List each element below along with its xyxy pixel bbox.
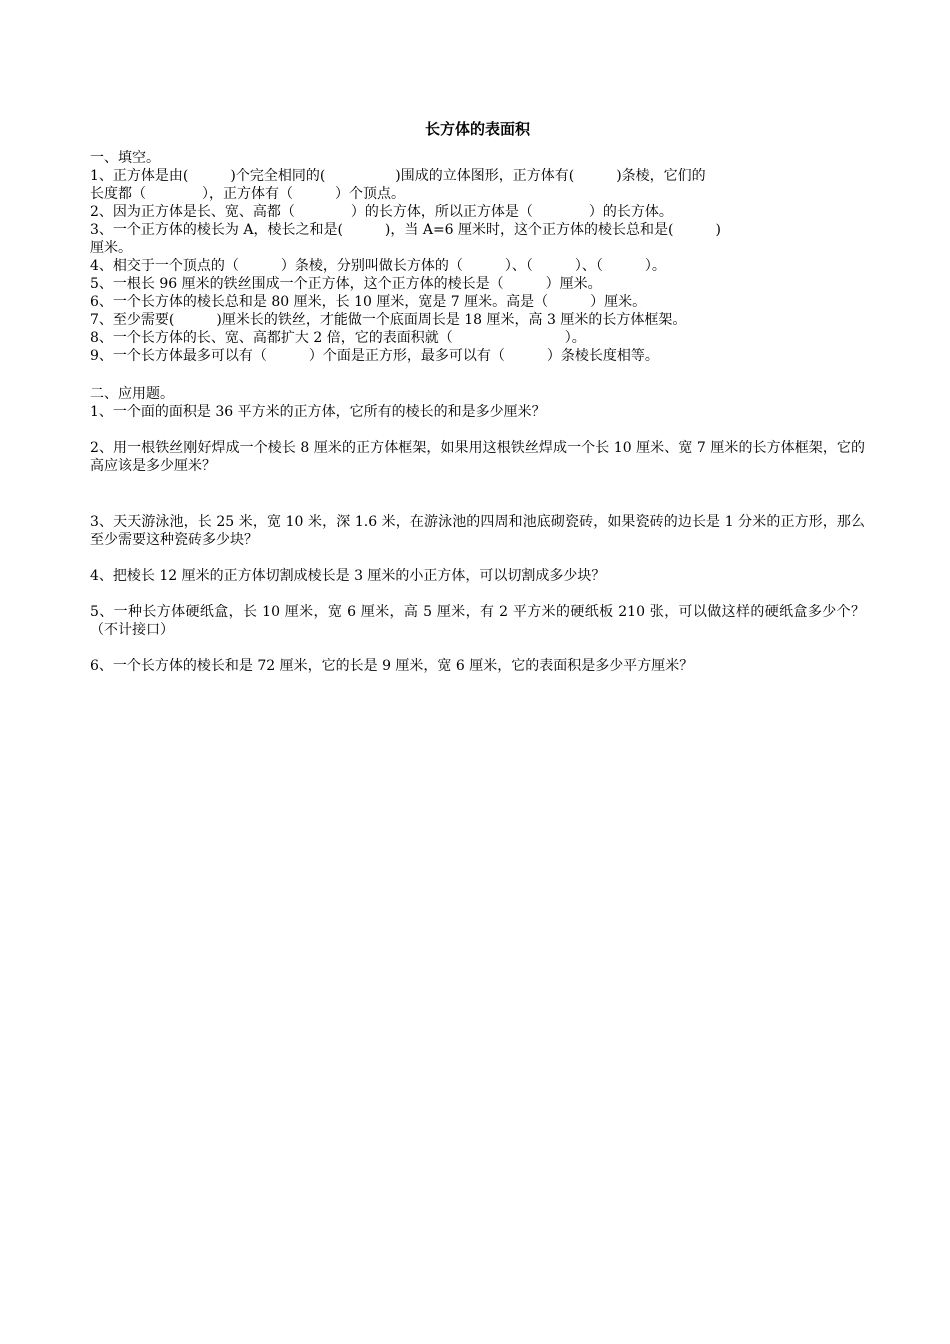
application-question-6: 6、一个长方体的棱长和是 72 厘米，它的长是 9 厘米，宽 6 厘米，它的表面积是多少平方厘米？ — [90, 658, 694, 674]
fill-item-6: 6、一个长方体的棱长总和是 80 厘米，长 10 厘米，宽是 7 厘米。高是（ ）厘米。 — [90, 294, 647, 310]
fill-item-5: 5、一根长 96 厘米的铁丝围成一个正方体，这个正方体的棱长是（ ）厘米。 — [90, 276, 602, 292]
application-question-1: 1、一个面的面积是 36 平方米的正方体，它所有的棱长的和是多少厘米？ — [90, 404, 546, 420]
application-question-3: 3、天天游泳池，长 25 米，宽 10 米，深 1.6 米，在游泳池的四周和池底砌瓷砖，如果瓷砖的边长是 1 分米的正方形，那么至少需要这种瓷砖多少块？ — [90, 514, 865, 548]
fill-item-2: 2、因为正方体是长、宽、高都（ ）的长方体，所以正方体是（ ）的长方体。 — [90, 204, 673, 220]
fill-item-9: 9、一个长方体最多可以有（ ）个面是正方形，最多可以有（ ）条棱长度相等。 — [90, 348, 659, 364]
section-spacer — [90, 365, 865, 385]
fill-item-8: 8、一个长方体的长、宽、高都扩大 2 倍，它的表面积就（ ）。 — [90, 330, 586, 346]
fill-item-7: 7、至少需要( )厘米长的铁丝，才能做一个底面周长是 18 厘米，高 3 厘米的长方体框架。 — [90, 312, 687, 328]
section-heading-fill-in: 一、填空。 — [90, 150, 160, 166]
worksheet-page — [90, 118, 865, 675]
fill-item-1-line-1: 1、正方体是由( )个完全相同的( )围成的立体图形，正方体有( )条棱，它们的 — [90, 168, 706, 184]
application-question-2: 2、用一根铁丝刚好焊成一个棱长 8 厘米的正方体框架，如果用这根铁丝焊成一个长 10 厘米、宽 7 厘米的长方体框架，它的高应该是多少厘米？ — [90, 440, 865, 474]
application-section — [90, 385, 865, 675]
application-question-5: 5、一种长方体硬纸盒，长 10 厘米，宽 6 厘米，高 5 厘米，有 2 平方米的硬纸板 210 张，可以做这样的硬纸盒多少个？（不计接口） — [90, 604, 865, 638]
fill-item-1-line-2: 长度都（ ），正方体有（ ）个顶点。 — [90, 186, 405, 202]
fill-item-3-line-1: 3、一个正方体的棱长为 A，棱长之和是( )，当 A=6 厘米时，这个正方体的棱长总和是( ) — [90, 222, 721, 238]
page-title: 长方体的表面积 — [424, 120, 530, 138]
application-question-4: 4、把棱长 12 厘米的正方体切割成棱长是 3 厘米的小正方体，可以切割成多少块？ — [90, 568, 606, 584]
fill-item-4: 4、相交于一个顶点的（ ）条棱，分别叫做长方体的（ ）、（ ）、（ ）。 — [90, 258, 666, 274]
fill-in-section — [90, 149, 865, 365]
fill-item-3-line-2: 厘米。 — [90, 240, 132, 256]
section-heading-application: 二、应用题。 — [90, 386, 174, 402]
